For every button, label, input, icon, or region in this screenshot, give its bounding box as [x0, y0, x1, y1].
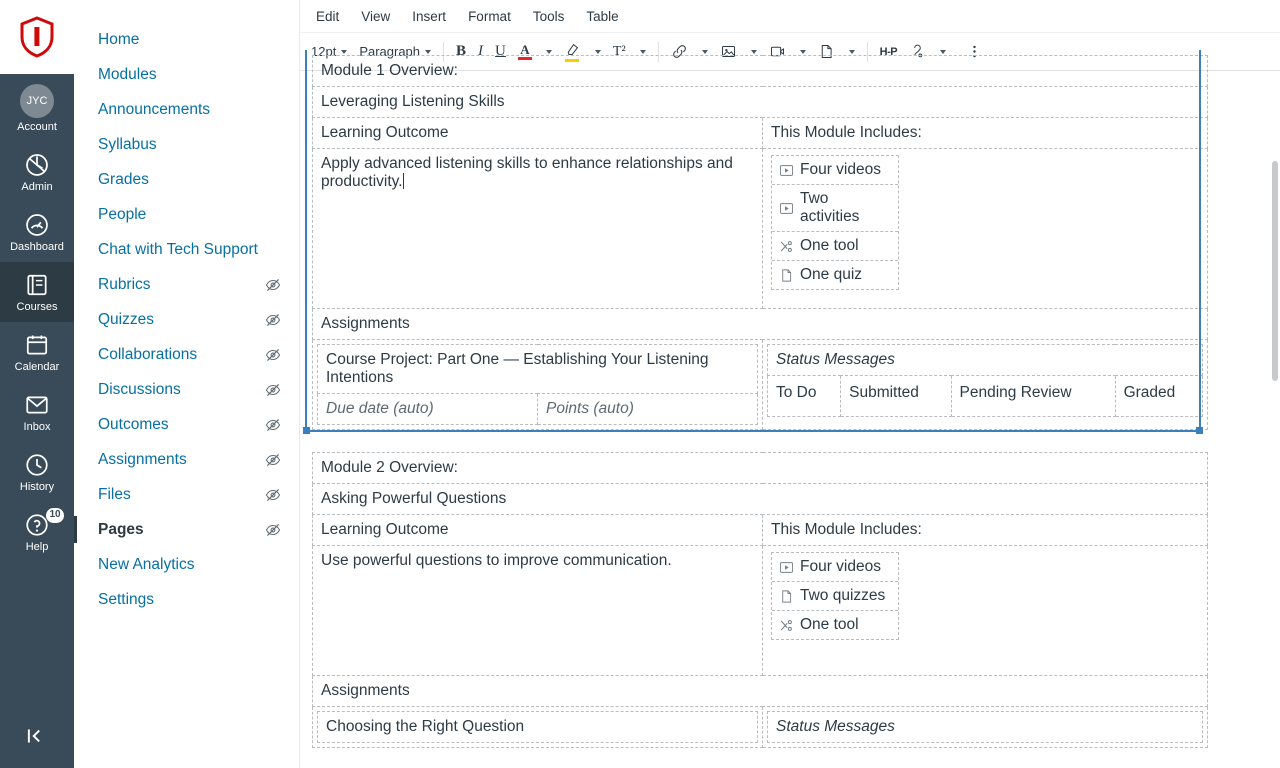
- includes-header: This Module Includes:: [763, 118, 1208, 149]
- assignment-title: Choosing the Right Question: [318, 712, 758, 743]
- tool-icon: [779, 239, 794, 254]
- assignments-header: Assignments: [313, 309, 1208, 340]
- assignments-header: Assignments: [313, 676, 1208, 707]
- video-icon: [779, 560, 794, 575]
- chevron-down-icon: [800, 50, 806, 54]
- chevron-down-icon: [849, 50, 855, 54]
- avatar: JYC: [20, 84, 54, 118]
- menu-view[interactable]: View: [361, 8, 391, 24]
- course-nav-label: Grades: [98, 171, 149, 188]
- learning-outcome-header: Learning Outcome: [313, 515, 763, 546]
- global-nav-item-history[interactable]: [0, 442, 74, 502]
- hidden-eye-icon: [265, 417, 281, 433]
- assignment-due-date: Due date (auto): [318, 394, 538, 425]
- selection-border-right: [1199, 50, 1201, 431]
- underline-button[interactable]: U: [495, 43, 506, 59]
- status-header: Status Messages: [768, 345, 1203, 376]
- status-graded: Graded: [1115, 376, 1202, 417]
- global-nav-label: Inbox: [23, 421, 51, 433]
- status-table: [767, 711, 1203, 743]
- global-nav-label: Admin: [21, 181, 53, 193]
- status-cell: [763, 707, 1208, 748]
- course-nav-label: Syllabus: [98, 136, 157, 153]
- list-item: [772, 232, 898, 261]
- chevron-down-icon: [940, 50, 946, 54]
- course-nav-item-quizzes[interactable]: [74, 302, 299, 337]
- course-nav-item-collaborations[interactable]: [74, 337, 299, 372]
- course-nav-item-people[interactable]: [74, 197, 299, 232]
- course-nav-item-grades[interactable]: [74, 162, 299, 197]
- menu-table[interactable]: Table: [586, 8, 619, 24]
- course-nav-item-settings[interactable]: [74, 582, 299, 617]
- list-item: [772, 261, 898, 289]
- tool-icon: [779, 618, 794, 633]
- includes-list: [771, 552, 899, 640]
- course-nav-item-announcements[interactable]: [74, 92, 299, 127]
- text-color-letter: A: [520, 42, 530, 57]
- assignments-header-row: [313, 309, 1208, 340]
- hidden-eye-icon: [265, 487, 281, 503]
- chevron-down-icon: [595, 50, 601, 54]
- course-nav-item-new-analytics[interactable]: [74, 547, 299, 582]
- course-navigation: [74, 0, 300, 768]
- menu-tools[interactable]: Tools: [532, 8, 565, 24]
- learning-outcome-text: [313, 149, 763, 309]
- chevron-down-icon: [702, 50, 708, 54]
- status-submitted: Submitted: [841, 376, 951, 417]
- module-title: Module 1 Overview:: [313, 56, 1208, 87]
- course-nav-item-rubrics[interactable]: [74, 267, 299, 302]
- course-nav-label: Outcomes: [98, 416, 169, 433]
- course-nav-item-files[interactable]: [74, 477, 299, 512]
- assignments-row: [313, 707, 1208, 748]
- module-title: Module 2 Overview:: [313, 453, 1208, 484]
- status-pending-review: Pending Review: [951, 376, 1115, 417]
- course-nav-item-modules[interactable]: [74, 57, 299, 92]
- hidden-eye-icon: [265, 312, 281, 328]
- list-item: [772, 553, 898, 582]
- quiz-icon: [779, 268, 794, 283]
- menu-insert[interactable]: Insert: [412, 8, 447, 24]
- chevron-down-icon: [546, 50, 552, 54]
- assignment-cell: [313, 340, 763, 430]
- course-nav-label: Pages: [98, 521, 144, 538]
- module-headers-row: [313, 515, 1208, 546]
- assignment-cell: [313, 707, 763, 748]
- list-item-label: Two quizzes: [800, 587, 886, 604]
- global-nav-item-inbox[interactable]: [0, 382, 74, 442]
- course-nav-label: New Analytics: [98, 556, 195, 573]
- includes-list-cell: [763, 149, 1208, 309]
- course-nav-label: Rubrics: [98, 276, 151, 293]
- global-nav-label: Dashboard: [10, 241, 64, 253]
- list-item-label: Two activities: [800, 190, 860, 225]
- learning-outcome-header: Learning Outcome: [313, 118, 763, 149]
- global-nav-label: Courses: [16, 301, 58, 313]
- chevron-down-icon: [425, 50, 431, 54]
- hidden-eye-icon: [265, 382, 281, 398]
- assignment-points: Points (auto): [538, 394, 758, 425]
- html-editor-button[interactable]: H-P: [879, 45, 898, 58]
- hidden-eye-icon: [265, 522, 281, 538]
- bold-button[interactable]: B: [456, 43, 467, 59]
- list-item-label: Four videos: [800, 161, 881, 178]
- chevron-down-icon: [341, 50, 347, 54]
- course-nav-label: Chat with Tech Support: [98, 241, 258, 258]
- global-nav-item-dashboard[interactable]: [0, 202, 74, 262]
- module-subtitle-row: [313, 87, 1208, 118]
- selection-border-left: [305, 50, 307, 431]
- italic-button[interactable]: I: [478, 43, 484, 59]
- editor-scrollbar[interactable]: [1270, 71, 1280, 768]
- scrollbar-thumb[interactable]: [1272, 161, 1278, 381]
- course-nav-item-syllabus[interactable]: [74, 127, 299, 162]
- global-nav-label: History: [19, 481, 55, 493]
- global-nav-item-account[interactable]: [0, 74, 74, 142]
- course-nav-label: Discussions: [98, 381, 181, 398]
- text-cursor: [403, 173, 404, 189]
- module-subtitle-row: [313, 484, 1208, 515]
- quiz-icon: [779, 589, 794, 604]
- module-title-row: [313, 453, 1208, 484]
- course-nav-label: Files: [98, 486, 131, 503]
- assignments-header-row: [313, 676, 1208, 707]
- module-spacer: [306, 430, 1268, 452]
- course-nav-item-outcomes[interactable]: [74, 407, 299, 442]
- course-nav-label: Collaborations: [98, 346, 198, 363]
- learning-outcome-value: Apply advanced listening skills to enhance relationships and productivity.: [321, 155, 733, 190]
- course-nav-label: Settings: [98, 591, 155, 608]
- chevron-down-icon: [640, 50, 646, 54]
- global-nav-item-courses[interactable]: [0, 262, 74, 322]
- editor-menu-bar: [300, 0, 1280, 33]
- hidden-eye-icon: [265, 452, 281, 468]
- list-item-label: One tool: [800, 237, 859, 254]
- course-nav-item-home[interactable]: [74, 22, 299, 57]
- hidden-eye-icon: [265, 347, 281, 363]
- history-icon: [24, 452, 50, 478]
- course-nav-label: Announcements: [98, 101, 211, 118]
- collapse-nav-icon: [24, 723, 50, 749]
- chevron-down-icon: [751, 50, 757, 54]
- global-nav-item-help[interactable]: [0, 502, 74, 562]
- module-title-row: [313, 56, 1208, 87]
- status-todo: To Do: [768, 376, 841, 417]
- superscript-label: T²: [612, 43, 626, 59]
- list-item-label: Four videos: [800, 558, 881, 575]
- selection-handle-bottom-left[interactable]: [303, 427, 310, 434]
- course-nav-item-chat-with-tech-support[interactable]: [74, 232, 299, 267]
- includes-list: [771, 155, 899, 290]
- list-item: [772, 611, 898, 639]
- course-nav-label: Quizzes: [98, 311, 154, 328]
- list-item: [772, 185, 898, 232]
- course-nav-label: Assignments: [98, 451, 187, 468]
- collapse-nav-button[interactable]: [0, 713, 74, 760]
- block-format-value: Paragraph: [359, 44, 421, 59]
- global-navigation: [0, 0, 74, 768]
- assignment-table: [317, 344, 758, 425]
- assignments-row: [313, 340, 1208, 430]
- module-block-2[interactable]: [312, 452, 1208, 748]
- menu-format[interactable]: Format: [468, 8, 511, 24]
- module-body-row: [313, 546, 1208, 676]
- includes-list-cell: [763, 546, 1208, 676]
- list-item-label: One quiz: [800, 266, 863, 283]
- video-icon: [779, 201, 794, 216]
- font-size-value: 12pt: [311, 44, 337, 59]
- page-content[interactable]: [300, 55, 1280, 748]
- module-headers-row: [313, 118, 1208, 149]
- course-nav-label: Modules: [98, 66, 157, 83]
- status-header: Status Messages: [768, 712, 1203, 743]
- selection-border-bottom: [305, 430, 1201, 432]
- list-item-label: One tool: [800, 616, 859, 633]
- video-icon: [779, 163, 794, 178]
- learning-outcome-text: Use powerful questions to improve communication.: [313, 546, 763, 676]
- global-nav-label: Help: [25, 541, 49, 553]
- global-nav-item-admin[interactable]: [0, 142, 74, 202]
- admin-icon: [24, 152, 50, 178]
- course-nav-item-assignments[interactable]: [74, 442, 299, 477]
- selection-handle-bottom-right[interactable]: [1196, 427, 1203, 434]
- includes-header: This Module Includes:: [763, 515, 1208, 546]
- global-nav-item-calendar[interactable]: [0, 322, 74, 382]
- courses-icon: [24, 272, 50, 298]
- module-block-1[interactable]: [312, 55, 1208, 430]
- status-table: [767, 344, 1203, 417]
- list-item: [772, 156, 898, 185]
- hidden-eye-icon: [265, 277, 281, 293]
- module-subtitle: Leveraging Listening Skills: [313, 87, 1208, 118]
- inbox-icon: [24, 392, 50, 418]
- help-badge: 10: [46, 508, 64, 523]
- assignment-table: [317, 711, 758, 743]
- status-cell: [763, 340, 1208, 430]
- menu-edit[interactable]: Edit: [316, 8, 340, 24]
- course-nav-item-discussions[interactable]: [74, 372, 299, 407]
- calendar-icon: [24, 332, 50, 358]
- course-nav-item-pages[interactable]: [74, 512, 299, 547]
- shield-logo[interactable]: [0, 0, 74, 74]
- dashboard-icon: [24, 212, 50, 238]
- global-nav-label: Account: [17, 121, 57, 133]
- module-body-row: [313, 149, 1208, 309]
- editor-content-area[interactable]: [300, 62, 1280, 768]
- rich-content-editor: [300, 0, 1280, 768]
- assignment-title: Course Project: Part One — Establishing Your Listening Intentions: [318, 345, 758, 394]
- list-item: [772, 582, 898, 611]
- global-nav-label: Calendar: [14, 361, 60, 373]
- course-nav-label: People: [98, 206, 147, 223]
- module-subtitle: Asking Powerful Questions: [313, 484, 1208, 515]
- course-nav-label: Home: [98, 31, 140, 48]
